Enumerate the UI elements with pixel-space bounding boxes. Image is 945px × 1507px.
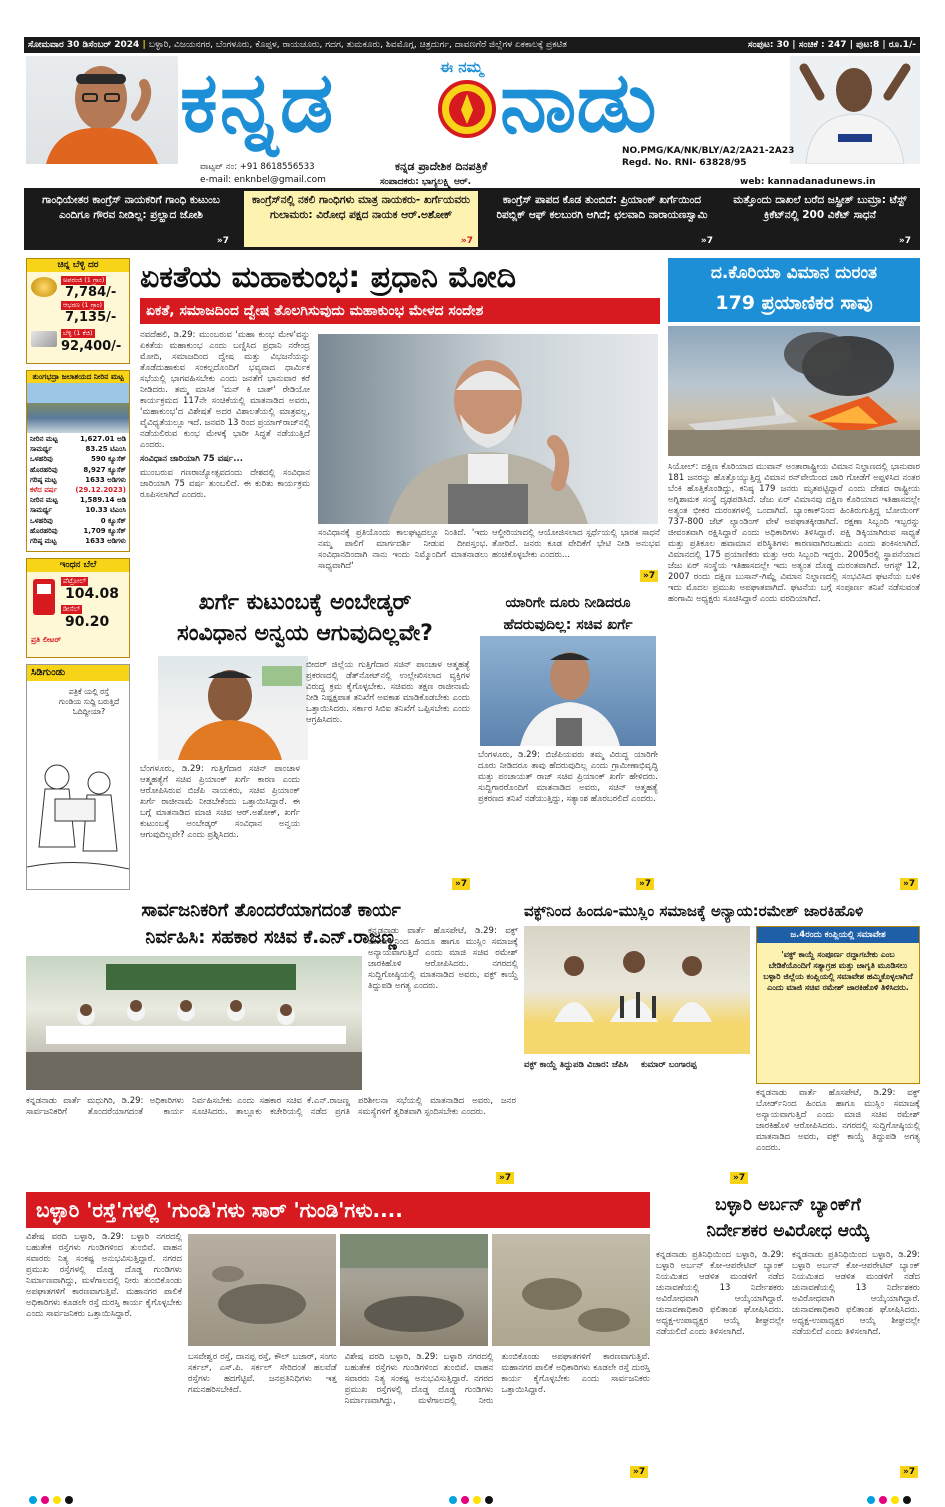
roads-headline: ಬಳ್ಳಾರಿ 'ರಸ್ತೆ'ಗಳಲ್ಲಿ 'ಗುಂಡಿ'ಗಳು ಸಾರ್ 'ಗುಂಡಿ'ಗಳು.... [26,1192,650,1228]
dam-row-label: ಕಳೆದ ವರ್ಷ [30,486,58,495]
teaser-2-page[interactable]: »7 [460,236,473,246]
lead-more-link[interactable]: »7 [640,570,658,582]
email: e-mail: enknbel@gmail.com [200,175,326,185]
kharge-more-link[interactable]: »7 [452,878,470,890]
roads-body-2: ಬಸವೇಶ್ವರ ರಸ್ತೆ, ದಾನಪ್ಪ ರಸ್ತೆ, ಕೌಲ್ ಬಜಾರ್, ಸಂಗಂ ಸರ್ಕಲ್, ಎಸ್.ಪಿ. ಸರ್ಕಲ್ ಸೇರಿದಂತೆ ಹಲವೆಡೆ ರಸ್ತೆಗಳು ಹದಗೆಟ್ಟಿವೆ. ಜನಪ್ರತಿನಿಧಿಗಳು ಇತ್ತ ಗಮನಹರಿಸಬೇಕಿದೆ. ವಿಶೇಷ ವರದಿ ಬಳ್ಳಾರಿ, ಡಿ.29: ಬಳ್ಳಾರಿ ನಗರದಲ್ಲಿ ಬಹುತೇಕ ರಸ್ತೆಗಳು ಗುಂಡಿಗಳಿಂದ ತುಂಬಿವೆ. ವಾಹನ ಸವಾರರು ನಿತ್ಯ ಸಂಕಷ್ಟ ಅನುಭವಿಸುತ್ತಿದ್ದಾರೆ. ನಗರದ ಪ್ರಮುಖ ರಸ್ತೆಗಳಲ್ಲಿ ದೊಡ್ಡ ದೊಡ್ಡ ಗುಂಡಿಗಳು ನಿರ್ಮಾಣವಾಗಿದ್ದು, ಮಳೆಗಾಲದಲ್ಲಿ ನೀರು ತುಂಬಿಕೊಂಡು ಅಪಘಾತಗಳಿಗೆ ಕಾರಣವಾಗುತ್ತಿವೆ. ಮಹಾನಗರ ಪಾಲಿಕೆ ಅಧಿಕಾರಿಗಳು ಕೂಡಲೇ ರಸ್ತೆ ದುರಸ್ತಿ ಕಾರ್ಯ ಕೈಗೊಳ್ಳಬೇಕು ಎಂದು ಸಾರ್ವಜನಿಕರು ಒತ್ತಾಯಿಸಿದ್ದಾರೆ. [188,1352,650,1406]
dam-row-value: 83.25 ಟಿಎಂಸಿ [85,445,126,454]
dam-row-label: ಹೊರಹರಿವು [30,526,58,535]
dam-row [30,444,126,454]
modi-photo [318,334,658,524]
cartoon-title: ಸಿಡಿಗುಂಡು [27,665,129,681]
priyank-body: ಬೆಂಗಳೂರು, ಡಿ.29: ಬಿಜೆಪಿಯವರು ತಮ್ಮ ವಿರುದ್ಧ ಯಾರಿಗೇ ದೂರು ನೀಡಿದರೂ ತಾವು ಹೆದರುವುದಿಲ್ಲ ಎಂದು ಗ್ರಾಮೀಣಾಭಿವೃದ್ಧಿ ಮತ್ತು ಪಂಚಾಯತ್ ರಾಜ್ ಸಚಿವ ಪ್ರಿಯಾಂಕ್ ಖರ್ಗೆ ಹೇಳಿದರು. ಸುದ್ದಿಗಾರರೊಂದಿಗೆ ಮಾತನಾಡಿದ ಅವರು, ಸಚಿನ್ ಆತ್ಮಹತ್ಯೆ ಪ್ರಕರಣದ ತನಿಖೆ ನಡೆಯುತ್ತಿದ್ದು, ಸತ್ಯಾಂಶ ಹೊರಬರಲಿದೆ ಎಂದರು. [478,750,658,804]
teaser-3-page[interactable]: »7 [700,236,713,246]
districts: ಬಳ್ಳಾರಿ, ವಿಜಯನಗರ, ಬೆಂಗಳೂರು, ಕೊಪ್ಪಳ, ರಾಯಚೂರು, ಗದಗ, ತುಮಕೂರು, ಶಿವಮೊಗ್ಗ, ಚಿತ್ರದುರ್ಗ, ದಾವಣಗೆರೆ ಜಿಲ್ಲೆಗಳ ಏಕಕಾಲಕ್ಕೆ ಪ್ರಕಟಿತ [148,40,567,50]
dam-row [30,505,126,515]
lead-body-left: ನವದೆಹಲಿ, ಡಿ.29: ಮುಂಬರುವ 'ಮಹಾ ಕುಂಭ ಮೇಳ'ವನ್ನು ಏಕತೆಯ ಮಹಾಕುಂಭ ಎಂದು ಬಣ್ಣಿಸಿದ ಪ್ರಧಾನಿ ನರೇಂದ್ರ ಮೋದಿ, ಸಮಾಜದಿಂದ ದ್ವೇಷ ಮತ್ತು ವಿಭಜನೆಯನ್ನು ತೊಡೆದುಹಾಕುವ ಸಂಕಲ್ಪದೊಂದಿಗೆ ಭವ್ಯವಾದ ಧಾರ್ಮಿಕ ಸಭೆಯಲ್ಲಿ ಭಾಗವಹಿಸಬೇಕು ಎಂದು ಜನತೆಗೆ ಭಾನುವಾರ ಕರೆ ನೀಡಿದರು. ತಮ್ಮ ಮಾಸಿಕ 'ಮನ್ ಕಿ ಬಾತ್' ರೇಡಿಯೋ ಕಾರ್ಯಕ್ರಮದ 117ನೇ ಸಂಚಿಕೆಯಲ್ಲಿ ಮಾತನಾಡಿದ ಅವರು, 'ಮಹಾಕುಂಭ'ದ ವಿಶೇಷತೆ ಅದರ ವಿಶಾಲತೆಯಲ್ಲಿ ಮಾತ್ರವಲ್ಲ, ವೈವಿಧ್ಯತೆಯಲ್ಲೂ ಇದೆ. ಜನವರಿ 13 ರಿಂದ ಪ್ರಯಾಗ್‌ರಾಜ್‌ನಲ್ಲಿ ನಡೆಯಲಿರುವ ಕುಂಭ ಮೇಳಕ್ಕೆ ಭಾರೀ ಸಿದ್ಧತೆ ನಡೆಯುತ್ತಿದೆ ಎಂದರು. ಸಂವಿಧಾನ ಜಾರಿಯಾಗಿ 75 ವರ್ಷ... ಮುಂಬರುವ ಗಣರಾಜ್ಯೋತ್ಸವದಂದು ದೇಶದಲ್ಲಿ ಸಂವಿಧಾನ ಜಾರಿಯಾಗಿ 75 ವರ್ಷ ತುಂಬಲಿದೆ. ಈ ಕುರಿತು ಕಾರ್ಯಕ್ರಮ ರೂಪಿಸಲಾಗಿದೆ ಎಂದರು. [140,330,310,500]
dam-row-value: 1633 ಅಡಿಗಳು [85,475,126,484]
pothole-photo-1 [188,1234,336,1346]
price: ರೂ.1/- [888,40,916,50]
teaser-3[interactable]: ಕಾಂಗ್ರೆಸ್ ಪಾಪದ ಕೊಡ ತುಂಬಿದೆ: ಪ್ರಿಯಾಂಕ್ ಖರ್ಗೆಯಿಂದ ರಿಪಬ್ಲಿಕ್ ಆಫ್ ಕಲಬುರಗಿ ಆಗಿದೆ; ಛಲವಾದಿ ನಾರಾಯಣಸ್ವಾಮಿ »7 [486,191,718,247]
bank-more-link[interactable]: »7 [900,1466,918,1478]
lead-body-right: ಆಲ್ಜೀರಿಯಾದಲ್ಲಿ ಆಯೋಜಿಸಲಾದ ಸ್ಪರ್ಧೆಯಲ್ಲಿ ಭಾರತ ಸಾಧನೆ ತೋರಿದೆ. ಜನರು ಕೂಡ ವೇದಿಕೆಗೆ ಭೇಟಿ ನೀಡಿ ಅನುಭವ ಹಂಚಿಕೊಳ್ಳಬೇಕು ಎಂದರು... [492,528,660,560]
teaser-4-page[interactable]: »7 [898,236,911,246]
rajanna-headline-1: ಸಾರ್ವಜನಿಕರಿಗೆ ತೊಂದರೆಯಾಗದಂತೆ ಕಾರ್ಯ [141,900,401,921]
bank-headline-1: ಬಳ್ಳಾರಿ ಅರ್ಬನ್ ಬ್ಯಾಂಕ್‌ಗೆ [715,1195,861,1215]
issue: ಸಂಚಿಕೆ : 247 [798,40,847,50]
dam-row [30,536,126,546]
kharge-body-right: ಬೀದರ್ ಜಿಲ್ಲೆಯ ಗುತ್ತಿಗೆದಾರ ಸಚಿನ್ ಪಾಂಚಾಳ ಆತ್ಮಹತ್ಯೆ ಪ್ರಕರಣದಲ್ಲಿ ಡೆತ್‌ನೋಟ್‌ನಲ್ಲಿ ಉಲ್ಲೇಖಿಸಲಾದ ವ್ಯಕ್ತಿಗಳ ವಿರುದ್ಧ ಕ್ರಮ ಕೈಗೊಳ್ಳಬೇಕು. ಸಚಿವರು ತಕ್ಷಣ ರಾಜೀನಾಮೆ ನೀಡಿ ನಿಷ್ಪಕ್ಷಪಾತ ತನಿಖೆಗೆ ಅವಕಾಶ ಮಾಡಿಕೊಡಬೇಕು ಎಂದು ಒತ್ತಾಯಿಸಿದರು. ಸರ್ಕಾರ ಸಿಬಿಐ ತನಿಖೆಗೆ ಒಪ್ಪಿಸಬೇಕು ಎಂದು ಆಗ್ರಹಿಸಿದರು. [306,660,470,725]
registration-marks-right [866,1490,926,1500]
silver-value: 92,400/- [61,339,122,354]
diesel-label: ಡೀಸೆಲ್ [63,605,81,613]
ashok-photo [158,656,308,760]
rajanna-more-link[interactable]: »7 [496,1172,514,1184]
rajanna-body: ಕನ್ನಡನಾಡು ವಾರ್ತೆ ಮಧುಗಿರಿ, ಡಿ.29: ಅಧಿಕಾರಿಗಳು ಸಾರ್ವಜನಿಕರಿಗೆ ತೊಂದರೆಯಾಗದಂತೆ ಕಾರ್ಯ ನಿರ್ವಹಿಸಬೇಕು ಎಂದು ಸಹಕಾರ ಸಚಿವ ಕೆ.ಎನ್.ರಾಜಣ್ಣ ಸೂಚಿಸಿದರು. ತಾಲ್ಲೂಕು ಕಚೇರಿಯಲ್ಲಿ ನಡೆದ ಪ್ರಗತಿ ಪರಿಶೀಲನಾ ಸಭೆಯಲ್ಲಿ ಮಾತನಾಡಿದ ಅವರು, ಜನರ ಸಮಸ್ಯೆಗಳಿಗೆ ತ್ವರಿತವಾಗಿ ಸ್ಪಂದಿಸಬೇಕು ಎಂದರು. [26,1096,516,1117]
dam-row [30,465,126,475]
roads-more-link[interactable]: »7 [630,1466,648,1478]
lead-subhead: ಏಕತೆ, ಸಮಾಜದಿಂದ ದ್ವೇಷ ತೊಲಗಿಸುವುದು ಮಹಾಕುಂಭ ಮೇಳದ ಸಂದೇಶ [140,298,660,324]
plane-headline-box [668,258,920,322]
cartoon-caption: ಪತ್ರಿಕೆ ಯಲ್ಲಿ ರಸ್ತೆ ಗುಂಡಿಯ ಸುದ್ದಿ ಬರುತ್ತಿದೆ ಓದಿದ್ದೀಯಾ? [58,687,120,716]
fuel-title: ಇಂಧನ ಬೆಲೆ [27,559,129,572]
plane-more-link[interactable]: »7 [900,878,918,890]
joshi-photo [26,56,178,164]
pothole-photo-3 [492,1234,650,1346]
gold-icon [31,277,57,297]
waqf-sub1: ವಕ್ಫ್ ಕಾಯ್ದೆ ತಿದ್ದುಪಡಿ ವಿಚಾರ: ಜೆಪಿಸಿ [524,1060,629,1070]
dam-row-value: 1,627.01 ಅಡಿ [79,435,126,443]
petrol-value: 104.08 [65,586,120,602]
lead-caption: ಸಂವಿಧಾನಕ್ಕೆ ಪ್ರತಿಯೊಂದು ಕಾಲಘಟ್ಟದಲ್ಲೂ ನಿಂತಿದೆ. 'ಇದು ನಮ್ಮ ಪಾಲಿಗೆ ಮಾರ್ಗದರ್ಶಿ ನೀಡುವ ದೀಪಸ್ತಂಭ. ಸಂವಿಧಾನದಿಂದಾಗಿ ನಾನು ಇಂದು ನಿಮ್ಮೊಂದಿಗೆ ಮಾತನಾಡಲು ಸಾಧ್ಯವಾಗಿದೆ' [318,528,488,571]
reg-number-2: Regd. No. RNI- 63828/95 [622,158,747,168]
masthead-tagline: ಈ ನಮ್ಮ [440,58,483,76]
cartoon-drawing [27,747,129,887]
pages: ಪುಟ:8 [856,40,880,50]
dam-row-label: ಹೊರಹರಿವು [30,465,58,474]
silver-icon [31,331,57,347]
pullquote-title: ಜ.4ರಂದು ಕಂಪ್ಲಿಯಲ್ಲಿ ಸಮಾವೇಶ [757,927,919,943]
kharge-headline-1: ಖರ್ಗೆ ಕುಟುಂಬಕ್ಕೆ ಅಂಬೇಡ್ಕರ್ [198,590,412,615]
silver-label: ಬೆಳ್ಳಿ (1 ಕೆಜಿ) [63,329,93,337]
gold22-value: 7,135/- [65,310,117,325]
priyank-headline: ಯಾರಿಗೇ ದೂರು ನೀಡಿದರೂ ಹೆದರುವುದಿಲ್ಲ: ಸಚಿವ ಖರ್ಗೆ [503,595,633,633]
jarkiholi-photo [524,926,750,1054]
dam-row [30,475,126,485]
dam-row [30,485,126,495]
dam-row [30,495,126,505]
masthead-title-left: ಕನ್ನಡ [180,53,336,151]
teaser-2[interactable]: ಕಾಂಗ್ರೆಸ್‌ನಲ್ಲಿ ನಕಲಿ ಗಾಂಧಿಗಳು ಮಾತ್ರ ನಾಯಕರು- ಖರ್ಗೆಯವರು ಗುಲಾಮರು: ವಿರೋಧ ಪಕ್ಷದ ನಾಯಕ ಆರ್.ಅಶೋಕ್ »7 [244,191,478,247]
dam-row-label: ಗರಿಷ್ಠ ಮಟ್ಟ [30,537,57,546]
plane-body: ಸಿಯೋಲ್: ದಕ್ಷಿಣ ಕೊರಿಯಾದ ಮುವಾನ್ ಅಂತಾರಾಷ್ಟ್ರೀಯ ವಿಮಾನ ನಿಲ್ದಾಣದಲ್ಲಿ ಭಾನುವಾರ 181 ಜನರನ್ನು ಹೊತ್ತೊಯ್ಯುತ್ತಿದ್ದ ವಿಮಾನ ರನ್‌ವೇಯಿಂದ ಜಾರಿ ಗೋಡೆಗೆ ಅಪ್ಪಳಿಸಿದ ನಂತರ ಬೆಂಕಿ ಹೊತ್ತಿಕೊಂಡಿದ್ದು, ಕನಿಷ್ಠ 179 ಜನರು ಮೃತಪಟ್ಟಿದ್ದಾರೆ ಎಂದು ದೇಶದ ರಾಷ್ಟ್ರೀಯ ಅಗ್ನಿಶಾಮಕ ಸಂಸ್ಥೆ ದೃಢಪಡಿಸಿದೆ. ಜೆಜು ಏರ್ ವಿಮಾನವು ದಕ್ಷಿಣ ಕೊರಿಯಾದ ಇತಿಹಾಸದಲ್ಲೇ ಅತ್ಯಂತ ಭೀಕರ ದುರಂತಗಳಲ್ಲಿ ಒಂದಾಗಿದೆ. ಬ್ಯಾಂಕಾಕ್‌ನಿಂದ ಹಿಂತಿರುಗುತ್ತಿದ್ದ ಬೋಯಿಂಗ್ 737-800 ಜೆಟ್ ಲ್ಯಾಂಡಿಂಗ್ ವೇಳೆ ಅಪಘಾತಕ್ಕೀಡಾಗಿದೆ. ರಕ್ಷಣಾ ಸಿಬ್ಬಂದಿ ಇಬ್ಬರನ್ನು ಜೀವಂತವಾಗಿ ರಕ್ಷಿಸಿದ್ದಾರೆ ಎಂದು ಅಧಿಕಾರಿಗಳು ತಿಳಿಸಿದ್ದಾರೆ. ಪಕ್ಷಿ ಡಿಕ್ಕಿಯಾಗಿರುವ ಸಾಧ್ಯತೆ ಮತ್ತು ಪ್ರತಿಕೂಲ ಹವಾಮಾನ ಪರಿಸ್ಥಿತಿಗಳು ಕಾರಣವಾಗಿರಬಹುದು ಎಂದು ಶಂಕಿಸಲಾಗಿದೆ. ವಿಮಾನದಲ್ಲಿ 175 ಪ್ರಯಾಣಿಕರು ಮತ್ತು ಆರು ಸಿಬ್ಬಂದಿ ಇದ್ದರು. 2005ರಲ್ಲಿ ಸ್ಥಾಪನೆಯಾದ ಜೆಜು ಏರ್ ಸಂಸ್ಥೆಯ ಇತಿಹಾಸದಲ್ಲೇ ಇದು ಅತ್ಯಂತ ದೊಡ್ಡ ದುರಂತವಾಗಿದೆ. ಆಗಸ್ಟ್ 12, 2007 ರಂದು ದಕ್ಷಿಣ ಬುಸಾನ್-ಗಿಮ್ಹೆ ವಿಮಾನ ನಿಲ್ದಾಣದಲ್ಲಿ ಸಂಭವಿಸಿದ ಘಟನೆಯ ಬಳಿಕ ಇದು ಮೊದಲ ಪ್ರಮುಖ ಅಪಘಾತವಾಗಿದೆ. ಘಟನೆಯ ಬಗ್ಗೆ ಸಂಪೂರ್ಣ ತನಿಖೆ ನಡೆಸುವಂತೆ ಹಂಗಾಮಿ ಅಧ್ಯಕ್ಷರು ಸೂಚಿಸಿದ್ದಾರೆ ಎಂದು ವರದಿಯಾಗಿದೆ. [668,462,920,604]
cartoon-box [26,664,130,890]
registration-marks-center [448,1490,508,1500]
rajanna-headline-2: ನಿರ್ವಹಿಸಿ: ಸಹಕಾರ ಸಚಿವ ಕೆ.ಎನ್.ರಾಜಣ್ಣ [145,927,397,948]
waqf-sub2: ಕುಮಾರ್ ಬಂಗಾರಪ್ಪ [641,1060,697,1070]
fuel-price-box [26,558,130,658]
dam-level-box [26,370,130,552]
gold-rate-box [26,258,130,364]
dam-row-value: 1633 ಅಡಿಗಳು [85,537,126,546]
dam-row-value: 1,709 ಕ್ಯೂಸೆಕ್ [83,526,126,535]
diesel-value: 90.20 [65,614,110,630]
fuel-unit: ಪ್ರತಿ ಲೀಟರ್ [31,635,61,644]
dam-row-value: 590 ಕ್ಯೂಸೆಕ್ [90,455,126,464]
dam-row-label: ಗರಿಷ್ಠ ಮಟ್ಟ [30,475,57,484]
editor: ಸಂಪಾದಕರು: ಭಾಗ್ಯಲಕ್ಷ್ಮಿ ಆರ್. [380,177,472,187]
priyank-more-link[interactable]: »7 [636,878,654,890]
bank-body: ಕನ್ನಡನಾಡು ಪ್ರತಿನಿಧಿಯಿಂದ ಬಳ್ಳಾರಿ, ಡಿ.29: ಬಳ್ಳಾರಿ ಅರ್ಬನ್ ಕೋ-ಆಪರೇಟಿವ್ ಬ್ಯಾಂಕ್ ನಿಯಮಿತದ ಆಡಳಿತ ಮಂಡಳಿಗೆ ನಡೆದ ಚುನಾವಣೆಯಲ್ಲಿ 13 ನಿರ್ದೇಶಕರು ಅವಿರೋಧವಾಗಿ ಆಯ್ಕೆಯಾಗಿದ್ದಾರೆ. ಚುನಾವಣಾಧಿಕಾರಿ ಫಲಿತಾಂಶ ಘೋಷಿಸಿದರು. ಅಧ್ಯಕ್ಷ-ಉಪಾಧ್ಯಕ್ಷರ ಆಯ್ಕೆ ಶೀಘ್ರದಲ್ಲೇ ನಡೆಯಲಿದೆ ಎಂದು ತಿಳಿಸಲಾಗಿದೆ. ಕನ್ನಡನಾಡು ಪ್ರತಿನಿಧಿಯಿಂದ ಬಳ್ಳಾರಿ, ಡಿ.29: ಬಳ್ಳಾರಿ ಅರ್ಬನ್ ಕೋ-ಆಪರೇಟಿವ್ ಬ್ಯಾಂಕ್ ನಿಯಮಿತದ ಆಡಳಿತ ಮಂಡಳಿಗೆ ನಡೆದ ಚುನಾವಣೆಯಲ್ಲಿ 13 ನಿರ್ದೇಶಕರು ಅವಿರೋಧವಾಗಿ ಆಯ್ಕೆಯಾಗಿದ್ದಾರೆ. ಚುನಾವಣಾಧಿಕಾರಿ ಫಲಿತಾಂಶ ಘೋಷಿಸಿದರು. ಅಧ್ಯಕ್ಷ-ಉಪಾಧ್ಯಕ್ಷರ ಆಯ್ಕೆ ಶೀಘ್ರದಲ್ಲೇ ನಡೆಯಲಿದೆ ಎಂದು ತಿಳಿಸಲಾಗಿದೆ. [656,1250,920,1337]
plane-headline-2: 179 ಪ್ರಯಾಣಿಕರ ಸಾವು [715,292,873,314]
registration-marks-left [28,1490,88,1500]
dateline: ಸೋಮವಾರ 30 ಡಿಸೆಂಬರ್ 2024 [28,40,140,50]
pullquote-box [756,926,920,1084]
dam-row-value: (29.12.2023) [75,486,126,495]
dam-photo [27,383,129,433]
roads-body: ವಿಶೇಷ ವರದಿ ಬಳ್ಳಾರಿ, ಡಿ.29: ಬಳ್ಳಾರಿ ನಗರದಲ್ಲಿ ಬಹುತೇಕ ರಸ್ತೆಗಳು ಗುಂಡಿಗಳಿಂದ ತುಂಬಿವೆ. ವಾಹನ ಸವಾರರು ನಿತ್ಯ ಸಂಕಷ್ಟ ಅನುಭವಿಸುತ್ತಿದ್ದಾರೆ. ನಗರದ ಪ್ರಮುಖ ರಸ್ತೆಗಳಲ್ಲಿ ದೊಡ್ಡ ದೊಡ್ಡ ಗುಂಡಿಗಳು ನಿರ್ಮಾಣವಾಗಿದ್ದು, ಮಳೆಗಾಲದಲ್ಲಿ ನೀರು ತುಂಬಿಕೊಂಡು ಅಪಘಾತಗಳಿಗೆ ಕಾರಣವಾಗುತ್ತಿವೆ. ಮಹಾನಗರ ಪಾಲಿಕೆ ಅಧಿಕಾರಿಗಳು ಕೂಡಲೇ ರಸ್ತೆ ದುರಸ್ತಿ ಕಾರ್ಯ ಕೈಗೊಳ್ಳಬೇಕು ಎಂದು ಸಾರ್ವಜನಿಕರು ಒತ್ತಾಯಿಸಿದ್ದಾರೆ. [26,1232,182,1319]
teaser-4[interactable]: ಮತ್ತೊಂದು ದಾಖಲೆ ಬರೆದ ಜಸ್ಪ್ರೀತ್ ಬುಮ್ರಾ: ಟೆಸ್ಟ್ ಕ್ರಿಕೆಟ್‌ನಲ್ಲಿ 200 ವಿಕೆಟ್ ಸಾಧನೆ »7 [724,191,916,247]
plane-headline-1: ದ.ಕೊರಿಯಾ ವಿಮಾನ ದುರಂತ [710,263,878,283]
waqf-sub [524,1060,750,1184]
kharge-headline-2: ಸಂವಿಧಾನ ಅನ್ವಯ ಆಗುವುದಿಲ್ಲವೇ? [177,621,433,646]
gold22-label: ಆಭರಣ (1 ಗ್ರಾಂ) [63,301,103,309]
dam-row-value: 10.33 ಟಿಎಂಸಿ [85,506,126,515]
teaser-1-page[interactable]: »7 [216,236,229,246]
pothole-photo-2 [340,1234,488,1346]
pullquote-text: 'ವಕ್ಫ್ ಕಾಯ್ದೆ ಸಂಪೂರ್ಣ ರದ್ದಾಗಬೇಕು ಎಂಬ ಬೇಡಿಕೆಯೊಂದಿಗೆ ಸತ್ಯಾಗ್ರಹ ಮತ್ತು ಜಾಗೃತಿ ಮೂಡಿಸಲು ಬಳ್ಳಾರಿ ಜಿಲ್ಲೆಯ ಕಂಪ್ಲಿಯಲ್ಲಿ ಸಮಾವೇಶ ಹಮ್ಮಿಕೊಳ್ಳಲಾಗಿದೆ ಎಂದು ಮಾಜಿ ಸಚಿವ ರಮೇಶ್ ಜಾರಕಿಹೊಳಿ ತಿಳಿಸಿದರು. [763,950,913,992]
dam-row-label: ಒಳಹರಿವು [30,516,53,525]
teaser-1[interactable]: ಗಾಂಧಿಯೇತರ ಕಾಂಗ್ರೆಸ್ ನಾಯಕರಿಗೆ ಗಾಂಧಿ ಕುಟುಂಬ ಎಂದಿಗೂ ಗೌರವ ನೀಡಿಲ್ಲ: ಪ್ರಲ್ಹಾದ ಜೋಶಿ »7 [28,191,234,247]
dam-row [30,516,126,526]
waqf-body-right: ಕನ್ನಡನಾಡು ವಾರ್ತೆ ಹೊಸಪೇಟೆ, ಡಿ.29: ವಕ್ಫ್ ಬೋರ್ಡ್‌ನಿಂದ ಹಿಂದೂ ಹಾಗೂ ಮುಸ್ಲಿಂ ಸಮಾಜಕ್ಕೆ ಅನ್ಯಾಯವಾಗುತ್ತಿದೆ ಎಂದು ಮಾಜಿ ಸಚಿವ ರಮೇಶ್ ಜಾರಕಿಹೊಳಿ ಆರೋಪಿಸಿದರು. ನಗರದಲ್ಲಿ ಸುದ್ದಿಗೋಷ್ಠಿಯಲ್ಲಿ ಮಾತನಾಡಿದ ಅವರು, ವಕ್ಫ್ ಕಾಯ್ದೆ ತಿದ್ದುಪಡಿ ಅಗತ್ಯ ಎಂದರು. [756,1088,920,1153]
plane-crash-photo [668,326,920,456]
dam-row-label: ಸಾಮರ್ಥ್ಯ [30,506,52,515]
dam-row-label: ನೀರಿನ ಮಟ್ಟ [30,435,58,443]
lead-subsection: ಸಂವಿಧಾನ ಜಾರಿಯಾಗಿ 75 ವರ್ಷ... [140,454,243,464]
priyank-photo [480,636,656,746]
dam-row [30,526,126,536]
dateline-bar: ಸೋಮವಾರ 30 ಡಿಸೆಂಬರ್ 2024 | ಬಳ್ಳಾರಿ, ವಿಜಯನಗರ, ಬೆಂಗಳೂರು, ಕೊಪ್ಪಳ, ರಾಯಚೂರು, ಗದಗ, ತುಮಕೂರು, ಶಿವಮೊಗ್ಗ, ಚಿತ್ರದುರ್ಗ, ದಾವಣಗೆರೆ ಜಿಲ್ಲೆಗಳ ಏಕಕಾಲಕ್ಕೆ ಪ್ರಕಟಿತ ಸಂಪುಟ: 30 | ಸಂಚಿಕೆ : 247 | ಪುಟ:8 | ರೂ.1/- [24,37,920,53]
dam-rows [27,433,129,547]
dam-row-label: ಒಳಹರಿವು [30,455,53,464]
fuel-pump-icon [33,579,55,615]
dam-row-value: 8,927 ಕ್ಯೂಸೆಕ್ [83,465,126,474]
dam-row-label: ಸಾಮರ್ಥ್ಯ [30,445,52,454]
bank-headline-2: ನಿರ್ದೇಶಕರ ಅವಿರೋಧ ಆಯ್ಕೆ [706,1221,870,1241]
waqf-headline: ವಕ್ಫ್‌ನಿಂದ ಹಿಂದೂ-ಮುಸ್ಲಿಂ ಸಮಾಜಕ್ಕೆ ಅನ್ಯಾಯ:ರಮೇಶ್ ಜಾರಕಿಹೊಳಿ [524,902,864,920]
waqf-body: ಕನ್ನಡನಾಡು ವಾರ್ತೆ ಹೊಸಪೇಟೆ, ಡಿ.29: ವಕ್ಫ್ ಬೋರ್ಡ್‌ನಿಂದ ಹಿಂದೂ ಹಾಗೂ ಮುಸ್ಲಿಂ ಸಮಾಜಕ್ಕೆ ಅನ್ಯಾಯವಾಗುತ್ತಿದೆ ಎಂದು ಮಾಜಿ ಸಚಿವ ರಮೇಶ್ ಜಾರಕಿಹೊಳಿ ಆರೋಪಿಸಿದರು. ನಗರದಲ್ಲಿ ಸುದ್ದಿಗೋಷ್ಠಿಯಲ್ಲಿ ಮಾತನಾಡಿದ ಅವರು, ವಕ್ಫ್ ಕಾಯ್ದೆ ತಿದ್ದುಪಡಿ ಅಗತ್ಯ ಎಂದರು. [368,926,518,991]
masthead-subtitle: ಕನ್ನಡ ಪ್ರಾದೇಶಿಕ ದಿನಪತ್ರಿಕೆ [395,160,488,173]
gold-rate-title: ಚಿನ್ನ ಬೆಳ್ಳಿ ದರ [27,259,129,272]
volume: ಸಂಪುಟ: 30 [747,40,790,50]
petrol-label: ಪೆಟ್ರೋಲ್ [63,577,87,585]
dam-title: ತುಂಗಭದ್ರಾ ಜಲಾಶಯದ ನೀರಿನ ಮಟ್ಟ [27,371,129,383]
masthead-title-right: ನಾಡು [500,53,657,151]
kharge-body-left: ಬೆಂಗಳೂರು, ಡಿ.29: ಗುತ್ತಿಗೆದಾರ ಸಚಿನ್ ಪಾಂಚಾಳ ಆತ್ಮಹತ್ಯೆಗೆ ಸಚಿವ ಪ್ರಿಯಾಂಕ್ ಖರ್ಗೆ ಕಾರಣ ಎಂದು ಆರೋಪಿಸಿರುವ ಬಿಜೆಪಿ ನಾಯಕರು, ಸಚಿವ ಪ್ರಿಯಾಂಕ್ ಖರ್ಗೆ ರಾಜೀನಾಮೆ ನೀಡಬೇಕೆಂದು ಒತ್ತಾಯಿಸಿದ್ದಾರೆ. ಈ ಬಗ್ಗೆ ಮಾತನಾಡಿದ ಮಾಜಿ ಸಚಿವ ಆರ್.ಅಶೋಕ್, ಖರ್ಗೆ ಕುಟುಂಬಕ್ಕೆ ಅಂಬೇಡ್ಕರ್ ಸಂವಿಧಾನ ಅನ್ವಯ ಆಗುವುದಿಲ್ಲವೇ? ಎಂದು ಪ್ರಶ್ನಿಸಿದರು. [140,764,300,840]
whatsapp-number: ವಾಟ್ಸಪ್ ನಂ: +91 8618556533 [200,162,315,172]
dam-row [30,434,126,444]
meeting-photo [26,956,362,1090]
waqf-more-link[interactable]: »7 [730,1172,748,1184]
dam-row [30,454,126,464]
dam-row-label: ನೀರಿನ ಮಟ್ಟ [30,496,58,505]
reg-number-1: NO.PMG/KA/NK/BLY/A2/2A21-2A23 [622,146,795,156]
dam-row-value: 0 ಕ್ಯೂಸೆಕ್ [100,516,126,525]
karnataka-emblem-icon [438,80,496,138]
bumrah-photo [790,56,920,164]
dam-row-value: 1,589.14 ಅಡಿ [79,496,126,505]
gold24-label: ಅಪರಂಜಿ (1 ಗ್ರಾಂ) [63,276,105,284]
website: web: kannadanadunews.in [740,177,876,187]
gold24-value: 7,784/- [65,285,117,300]
lead-headline: ಏಕತೆಯ ಮಹಾಕುಂಭ: ಪ್ರಧಾನಿ ಮೋದಿ [140,260,516,295]
